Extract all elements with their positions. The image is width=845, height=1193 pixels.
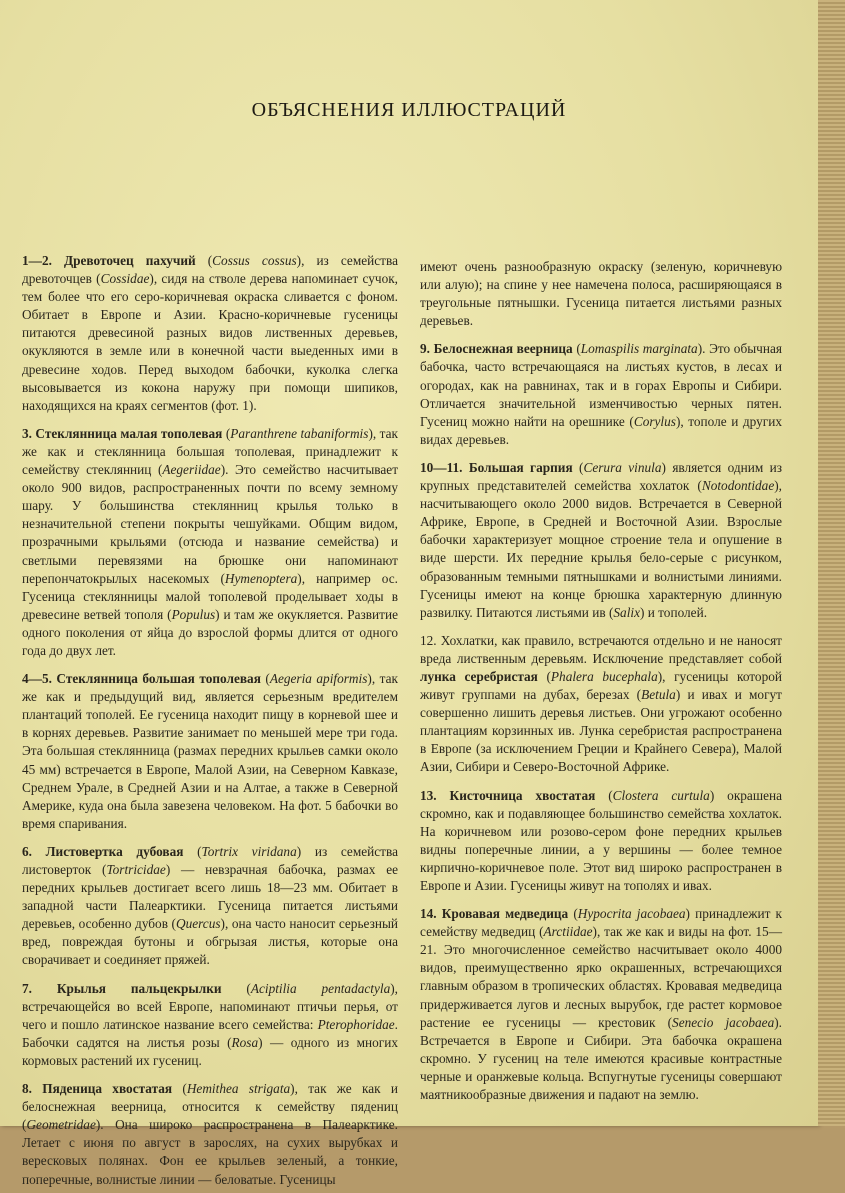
italic-run: Paranthrene tabaniformis bbox=[230, 425, 369, 441]
bold-run: 7. Крылья пальцекрылки bbox=[22, 980, 222, 996]
text-run: ), тополе и других видах деревьев. bbox=[420, 413, 783, 447]
text-run: ) — невзрачная бабочка, размах ее передних крыльев достигает всего лишь 18—23 мм. Обитает в западной части Палеарктики. Гусеница питается листьями деревьев, особенно дубов ( bbox=[22, 862, 399, 932]
text-run: ). Она широко распространена в Палеарктике. Летает с июня по август в зарослях, на сухих вырубках и вересковых полянах. Фон ее крыльев зеленый, а тонкие, поперечные, волнистые линии — беловатые. Гусеницы bbox=[22, 1117, 398, 1187]
paragraph bbox=[420, 787, 782, 896]
text-column-left bbox=[22, 252, 398, 1193]
text-run: ), так же как и стеклянница большая тополевая, принадлежит к семейству стеклянниц ( bbox=[22, 425, 398, 478]
italic-run: Geometridae bbox=[26, 1117, 96, 1133]
text-run: ), например ос. Гусеница стеклянницы малой тополевой проделывает ходы в древесине ветвей тополя ( bbox=[22, 570, 398, 622]
text-run: ). Это обычная бабочка, часто встречающаяся на листьях кустов, в лесах и огородах, как на равнинах, так и в горах Европы и Сибири. Отличается значительной изменчивостью черных пятен. Гусениц можно найти на орешнике ( bbox=[420, 341, 782, 429]
text-run: ( bbox=[572, 459, 584, 475]
text-run: ) из семейства листоверток ( bbox=[22, 843, 398, 877]
bold-run: 4—5. Стеклянница большая тополевая bbox=[22, 671, 261, 687]
bold-run: 6. Листовертка дубовая bbox=[22, 843, 184, 859]
italic-run: Quercus bbox=[175, 916, 221, 932]
italic-run: Rosa bbox=[231, 1034, 259, 1050]
text-run: ), гусеницы которой живут группами на дубах, березах ( bbox=[420, 668, 782, 703]
paragraph bbox=[420, 459, 782, 622]
text-run: ( bbox=[195, 253, 213, 268]
paragraph bbox=[22, 980, 398, 1070]
text-run: ( bbox=[595, 787, 613, 803]
text-run: 12. Хохлатки, как правило, встречаются отдельно и не наносят вреда лиственным деревьям. Исключение представляет собой bbox=[420, 632, 782, 666]
italic-run: Cerura vinula bbox=[583, 459, 662, 475]
text-run: ). Встречается в Европе и Сибири. Эта бабочка окрашена скромно. У гусениц на теле имеются красивые контрастные черные и оранжевые кольца. Вспугнутые гусеницы совершают маятникообразные движения и падают на землю. bbox=[420, 1014, 782, 1103]
text-run: ), насчитывающего около 2000 видов. Встречается в Северной Африке, Европе, в Средней и Восточной Азии. Взрослые бабочки характеризует мощное строение тела и опушение в виде шерсти. Их передние крылья бело-серые с рисунком, образованным темными пятнышками и волнистыми линиями. Гусеницы имеют на конце брюшка характерную длинную развилку. Питаются листьями ив ( bbox=[420, 478, 782, 620]
text-run: ( bbox=[183, 843, 202, 859]
italic-run: Cossidae bbox=[100, 271, 150, 287]
text-run: ) — одного из многих кормовых растений их гусениц. bbox=[22, 1034, 398, 1068]
italic-run: Betula bbox=[641, 687, 676, 703]
text-run: ( bbox=[221, 980, 251, 996]
text-run: ), так же как и белоснежная веерница, относится к семейству пядениц ( bbox=[22, 1081, 398, 1133]
bold-run: 13. Кисточница хвостатая bbox=[420, 787, 596, 803]
italic-run: Corylus bbox=[633, 413, 676, 429]
text-run: ( bbox=[172, 1081, 187, 1097]
text-column-right bbox=[420, 258, 782, 1108]
italic-run: Tortricidae bbox=[106, 862, 166, 877]
italic-run: Senecio jacobaea bbox=[672, 1014, 775, 1030]
italic-run: Hemithea strigata bbox=[186, 1081, 291, 1097]
bold-run: 9. Белоснежная веерница bbox=[420, 341, 573, 357]
text-run: ( bbox=[537, 668, 551, 684]
text-run: ) окрашена скромно, как и подавляющее большинство семейства хохлаток. На коричневом или розово-сером фоне передних крыльев видны поперечные линии, а у вершины — более темное кирпично-коричневое поле. Этот вид широко распространен в Европе и Азии. Гусеницы живут на тополях и ивах. bbox=[420, 787, 782, 893]
italic-run: Clostera curtula bbox=[612, 787, 710, 803]
book-edge bbox=[818, 0, 845, 1126]
bold-run: 1—2. Древоточец пахучий bbox=[22, 253, 196, 268]
italic-run: Lomaspilis marginata bbox=[580, 341, 698, 357]
paragraph bbox=[420, 258, 782, 330]
text-run: ) и ивах и могут совершенно лишить деревья листьев. Они угрожают особенно плантациям корзинных ив. Лунка серебристая распространена в Европе (за исключением Греции и Крайнего Севера), Малой Азии, Сибири и Северо-Восточной Африке. bbox=[420, 687, 782, 775]
italic-run: Pterophoridae bbox=[317, 1016, 395, 1032]
bold-run: 10—11. Большая гарпия bbox=[420, 459, 573, 475]
italic-run: Hypocrita jacobaea bbox=[577, 906, 686, 922]
text-run: имеют очень разнообразную окраску (зеленую, коричневую или алую); на спине у нее намечена полоса, расширяющаяся в треугольные пятнышки. Гусеница питается листьями разных деревьев. bbox=[420, 259, 782, 329]
text-run: ). Это семейство насчитывает около 900 видов, распространенных почти по всему земному шару. У большинства стеклянниц крылья только в незначительной степени покрыты чешуйками. Общим видом, прозрачными крыльями (отсюда и название семейства) и светлыми перевязями на брюшке они напоминают перепончатокрылых насекомых ( bbox=[22, 462, 398, 586]
text-run: ) является одним из крупных представителей семейства хохлаток ( bbox=[420, 459, 782, 494]
italic-run: Aciptilia pentadactyla bbox=[250, 980, 391, 996]
text-run: ), из семейства древоточцев ( bbox=[22, 253, 398, 287]
italic-run: Hymenoptera bbox=[224, 570, 298, 586]
text-run: ), сидя на стволе дерева напоминает сучок, тем более что его серо-коричневая окраска сливается с фоном. Обитает в Европе и Азии. Красно-коричневые гусеницы питаются древесиной разных видов лиственных деревьев, окукляются в земле или в конечной части выеденных ими в древесине ходов. Перед выходом бабочки, куколка слегка высовывается из кокона наружу при помощи шипиков, находящихся на краях сегментов (фот. 1). bbox=[22, 271, 399, 413]
paragraph bbox=[22, 252, 398, 415]
italic-run: Cossus cossus bbox=[212, 253, 297, 268]
text-run: ), встречающейся во всей Европе, напоминают птичьи перья, от чего и пошло латинское название всего семейства: bbox=[22, 980, 398, 1032]
text-run: ( bbox=[568, 906, 578, 922]
text-run: . Бабочки садятся на листья розы ( bbox=[22, 1016, 398, 1050]
paragraph bbox=[420, 632, 782, 777]
paragraph bbox=[22, 425, 398, 660]
italic-run: Aegeriidae bbox=[162, 462, 221, 478]
italic-run: Salix bbox=[613, 604, 640, 620]
italic-run: Arctiidae bbox=[543, 924, 593, 940]
bold-run: 8. Пяденица хвостатая bbox=[22, 1081, 173, 1097]
paragraph bbox=[22, 843, 398, 970]
paragraph bbox=[420, 340, 782, 449]
text-run: ( bbox=[260, 671, 270, 687]
page-title: ОБЪЯСНЕНИЯ ИЛЛЮСТРАЦИЙ bbox=[251, 99, 567, 122]
text-run: ( bbox=[572, 341, 581, 357]
bold-run: 14. Кровавая медведица bbox=[420, 906, 569, 922]
text-run: ), она часто наносит серьезный вред, повреждая бутоны и обгрызая листья, которые она сворачивает и соединяет пряжей. bbox=[22, 916, 398, 968]
italic-run: Aegeria apiformis bbox=[269, 671, 368, 687]
text-run: ), так же как и виды на фот. 15—21. Это многочисленное семейство насчитывает около 4000 видов, преимущественно ярко окрашенных, встречающихся главным образом в тропических областях. Кровавая медведица придерживается лугов и лесных вырубок, где растет кормовое растение ее гусеницы — крестовик ( bbox=[420, 924, 782, 1030]
text-run: ), так же как и предыдущий вид, является серьезным вредителем плантаций тополей. Ее гусеница находит пищу в корневой шее и в корнях деревьев. Развитие занимает по меньшей мере три года. Эта большая стеклянница (размах передних крыльев самки около 45 мм) встречается в Европе, Малой Азии, на Северном Кавказе, Среднем Урале, в Средней Азии и на Алтае, а также в Северной Америке, куда она была завезена человеком. На фот. 5 бабочки во время спаривания. bbox=[22, 671, 398, 831]
bold-run: лунка серебристая bbox=[420, 668, 538, 684]
italic-run: Populus bbox=[171, 606, 216, 622]
text-run: ( bbox=[222, 425, 231, 441]
bold-run: 3. Стеклянница малая тополевая bbox=[22, 425, 223, 441]
italic-run: Tortrix viridana bbox=[201, 843, 297, 859]
text-run: ) принадлежит к семейству медведиц ( bbox=[420, 906, 782, 940]
italic-run: Phalera bucephala bbox=[550, 668, 658, 684]
paragraph bbox=[22, 670, 398, 833]
text-run: ) и тополей. bbox=[639, 604, 708, 620]
paragraph bbox=[22, 1080, 398, 1189]
paragraph bbox=[420, 905, 782, 1104]
italic-run: Notodontidae bbox=[701, 478, 775, 494]
text-run: ) и там же окукляется. Развитие одного поколения от яйца до взрослой формы длится от одного года до двух лет. bbox=[22, 606, 398, 658]
